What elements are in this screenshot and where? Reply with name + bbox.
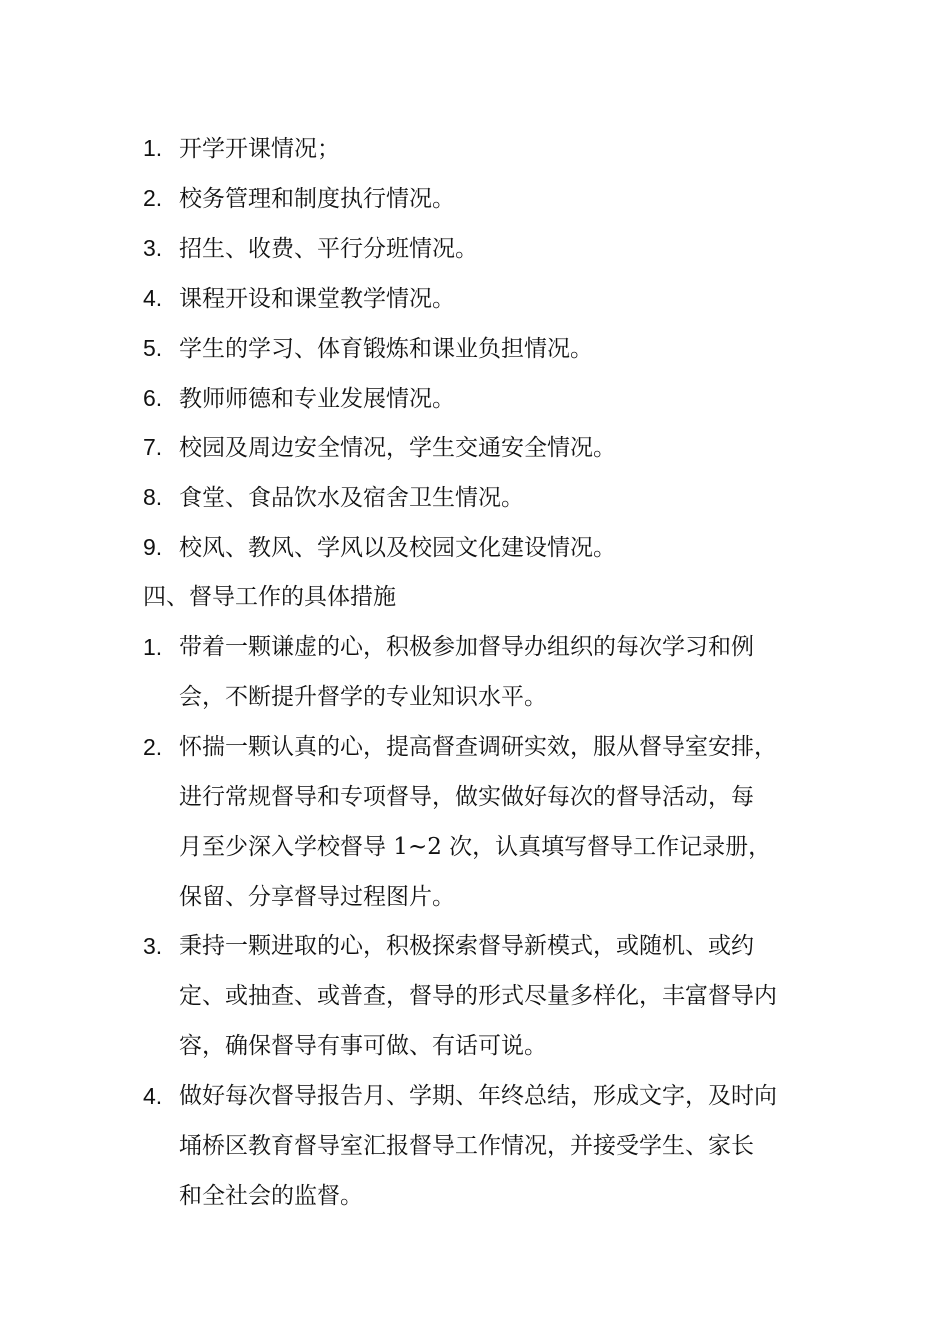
list-number: 8. <box>143 484 163 510</box>
list-text-line: 带着一颗谦虚的心，积极参加督导办组织的每次学习和例 <box>179 634 754 660</box>
list-text-line: 和全社会的监督。 <box>179 1183 363 1209</box>
list-text: 开学开课情况； <box>179 136 340 162</box>
list-text: 食堂、食品饮水及宿舍卫生情况。 <box>179 485 524 511</box>
list-text-line: 做好每次督导报告月、学期、年终总结，形成文字，及时向 <box>179 1083 777 1109</box>
list-text: 校务管理和制度执行情况。 <box>179 186 455 212</box>
list-number: 1. <box>143 634 163 660</box>
list-text: 课程开设和课堂教学情况。 <box>179 286 455 312</box>
list-item <box>143 233 478 264</box>
list-item-number <box>143 931 179 962</box>
list-text-line: 会，不断提升督学的专业知识水平。 <box>179 684 547 710</box>
list-number: 1. <box>143 135 163 161</box>
list-text-line: 怀揣一颗认真的心，提高督查调研实效，服从督导室安排， <box>179 734 777 760</box>
list-number: 9. <box>143 534 163 560</box>
list-number: 3. <box>143 933 163 959</box>
list-item-number <box>143 732 179 763</box>
list-item <box>143 283 455 314</box>
list-item <box>143 183 455 214</box>
list-number: 3. <box>143 235 163 261</box>
section-heading: 四、督导工作的具体措施 <box>143 584 396 610</box>
list-item-number <box>143 632 179 663</box>
list-text-line: 进行常规督导和专项督导，做实做好每次的督导活动，每 <box>179 784 754 810</box>
list-text-line: 容，确保督导有事可做、有话可说。 <box>179 1033 547 1059</box>
list-item-number <box>143 1081 179 1112</box>
list-text-line: 定、或抽查、或普查，督导的形式尽量多样化，丰富督导内 <box>179 983 777 1009</box>
list-item <box>143 333 593 364</box>
list-text: 招生、收费、平行分班情况。 <box>179 236 478 262</box>
list-number: 5. <box>143 335 163 361</box>
list-number: 4. <box>143 285 163 311</box>
list-text: 教师师德和专业发展情况。 <box>179 386 455 412</box>
list-text: 校风、教风、学风以及校园文化建设情况。 <box>179 535 616 561</box>
list-text-line: 保留、分享督导过程图片。 <box>179 884 455 910</box>
list-text-line: 埇桥区教育督导室汇报督导工作情况，并接受学生、家长 <box>179 1133 754 1159</box>
list-text: 学生的学习、体育锻炼和课业负担情况。 <box>179 336 593 362</box>
list-number: 2. <box>143 734 163 760</box>
list-number: 7. <box>143 434 163 460</box>
list-number: 2. <box>143 185 163 211</box>
list-item <box>143 532 616 563</box>
list-number: 6. <box>143 385 163 411</box>
list-text-line: 秉持一颗进取的心，积极探索督导新模式，或随机、或约 <box>179 933 754 959</box>
list-number: 4. <box>143 1083 163 1109</box>
list-text: 校园及周边安全情况，学生交通安全情况。 <box>179 435 616 461</box>
list-item <box>143 133 340 164</box>
list-item <box>143 432 616 463</box>
list-item <box>143 383 455 414</box>
list-text-line: 月至少深入学校督导 1~2 次，认真填写督导工作记录册， <box>179 834 772 860</box>
list-item <box>143 482 524 513</box>
